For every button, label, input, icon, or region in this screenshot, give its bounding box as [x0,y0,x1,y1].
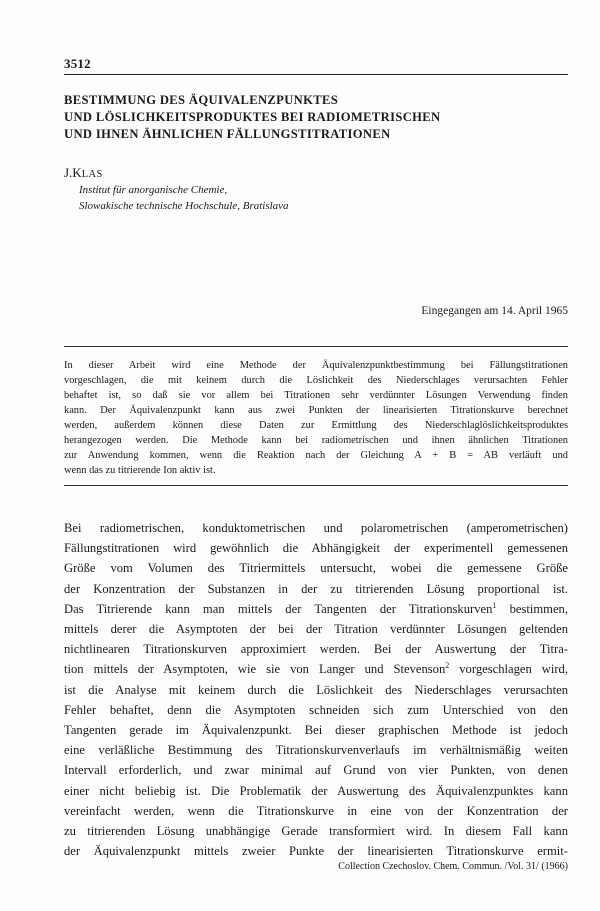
body-line: Tangenten gerade im Äquivalenzpunkt. Bei dieser graphischen Methode ist jedoch [64,723,568,738]
body-line: mittels derer die Asymptoten der bei der Titration verdünnter Lösungen geltenden [64,622,568,637]
body-text-segment: Das Titrierende kann man mittels der Tangenten der Titrationskurven [64,601,493,616]
header-rule [64,74,568,75]
affiliation-line: Slowakische technische Hochschule, Bratislava [79,199,289,212]
body-text-segment: tion mittels der Asymptoten, wie sie von Langer und Stevenson [64,662,446,677]
reference-marker: 1 [492,600,497,610]
reference-marker: 2 [445,661,450,671]
body-line [64,599,568,619]
body-line: der Äquivalenzpunkt mittels zweier Punkte der linearisierten Titrationskurve ermit- [64,844,568,859]
abstract-top-rule [64,346,568,347]
abstract-line: herangezogen werden. Die Methode kann bei radiometrischen und ihnen ähnlichen Titrationen [64,435,568,446]
body-line: nichtlinearen Titrationskurven approximiert werden. Bei der Auswertung der Titra- [64,642,568,657]
abstract-line: kann. Der Äquivalenzpunkt kann aus zwei Punkten der linearisierten Titrationskurve berechnet [64,405,568,416]
body-line: der Konzentration der Substanzen in der zu titrierenden Lösung proportional ist. [64,581,568,596]
abstract-line: behaftet ist, so daß sie vor allem bei Titrationen sehr verdünnter Lösungen Verwendung finden [64,390,568,401]
abstract-line: wenn das zu titrierende Ion aktiv ist. [64,465,216,476]
abstract-line: zur Anwendung kommen, wenn die Reaktion nach der Gleichung A + B = AB verläuft und [64,450,568,461]
body-line: Größe vom Volumen des Titriermittels untersucht, wobei die gemessene Größe [64,561,568,576]
body-line: vereinfacht werden, wenn die Titrationskurve in eine von der Konzentration der [64,803,568,818]
title-line: BESTIMMUNG DES ÄQUIVALENZPUNKTES [64,93,339,107]
affiliation-line: Institut für anorganische Chemie, [79,184,228,196]
abstract [64,358,568,478]
page-number: 3512 [64,56,91,71]
title-line: UND LÖSLICHKEITSPRODUKTES BEI RADIOMETRISCHEN [64,110,441,124]
author-initial: J.K [64,165,82,180]
body-line: Bei radiometrischen, konduktometrischen und polarometrischen (amperometrischen) [64,521,568,535]
author-name [64,165,103,181]
body-line: Fehler behaftet, denn die Asymptoten schneiden sich zum Unterschied von den [64,702,568,717]
journal-footer: Collection Czechoslov. Chem. Commun. /Vol. 31/ (1966) [338,861,568,872]
body-text-segment: vorgeschlagen wird, [449,662,568,677]
article-title [64,92,568,143]
body-line [64,659,568,679]
body-line: Intervall erforderlich, und zwar minimal auf Grund von vier Punkten, von denen [64,763,568,778]
body-line: ist die Analyse mit keinem durch die Löslichkeit des Niederschlages verursachten [64,682,568,697]
body-line: eine verläßliche Bestimmung des Titrationskurvenverlaufs im verhältnismäßig weiten [64,743,568,758]
body-line: einer nicht beliebig ist. Die Problematik der Auswertung des Äquivalenzpunktes kann [64,783,568,798]
abstract-line: In dieser Arbeit wird eine Methode der Äquivalenzpunktbestimmung bei Fällungstitrationen [64,360,568,371]
abstract-bottom-rule [64,485,568,486]
abstract-line: vorgeschlagen, die mit keinem durch die Löslichkeit des Niederschlages verursachten Fehler [64,375,568,386]
body-text [64,518,568,861]
abstract-line: werden, außerdem können diese Daten zur Ermittlung des Niederschlaglöslichkeitsproduktes [64,420,568,431]
body-line: Fällungstitrationen wird gewöhnlich die Abhängigkeit der experimentell gemessenen [64,541,568,556]
title-line: UND IHNEN ÄHNLICHEN FÄLLUNGSTITRATIONEN [64,127,391,141]
author-surname: LAS [81,169,103,180]
body-text-segment: bestimmen, [496,601,568,616]
body-line: zu titrierenden Lösung unabhängige Gerade transformiert wird. In diesem Fall kann [64,824,568,839]
received-date: Eingegangen am 14. April 1965 [421,305,568,317]
author-affiliation [79,183,289,214]
